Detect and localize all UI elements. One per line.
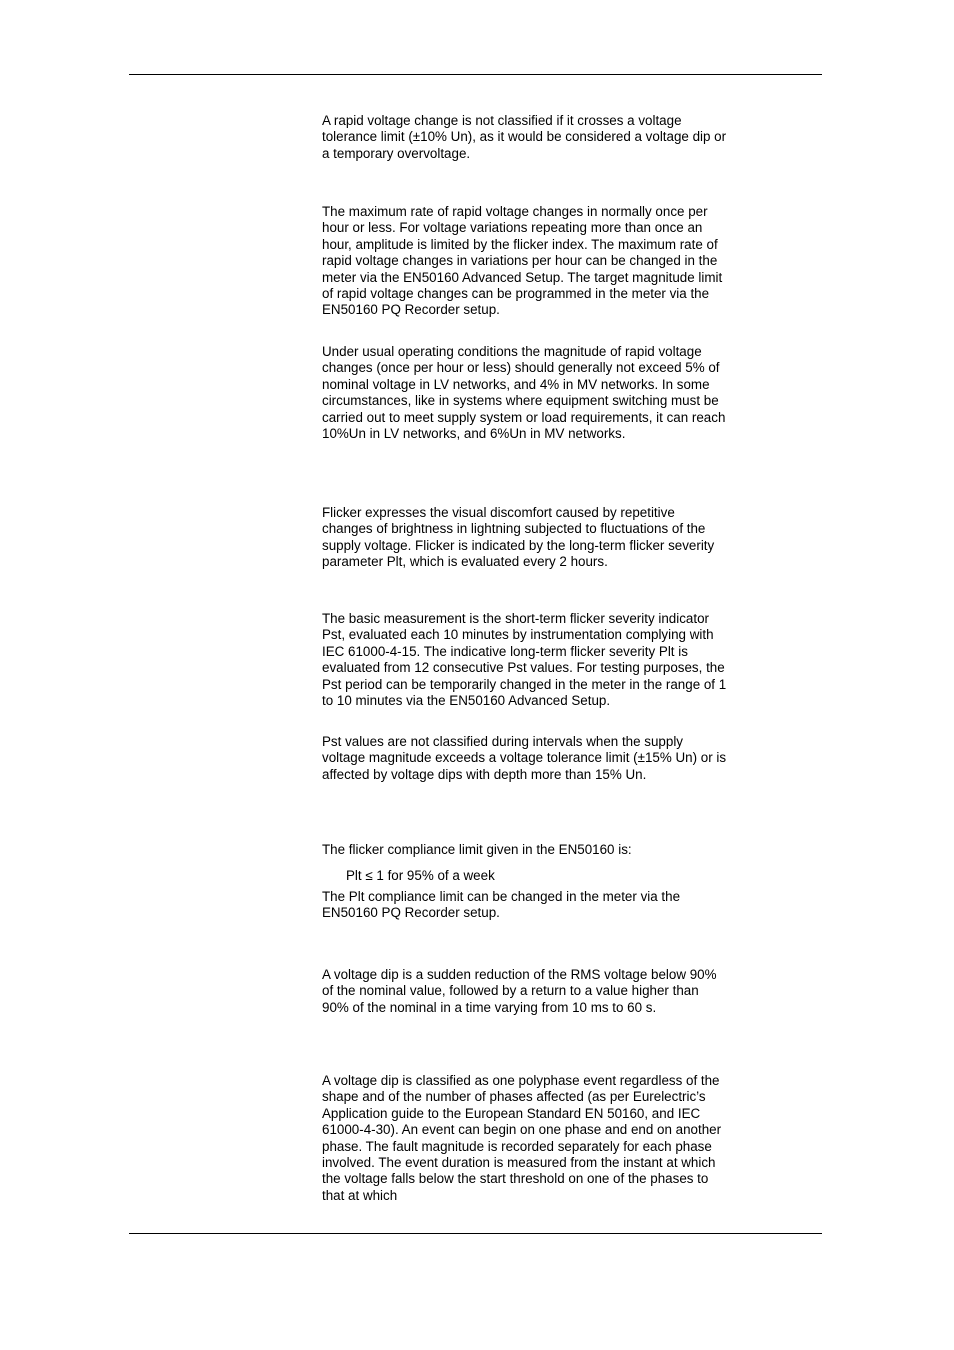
paragraph-rapid-change-rate: The maximum rate of rapid voltage changes in normally once per hour or less. For voltage variations repeating more than once an hour, amplitude is limited by the flicker index. The maximum rate of rapid voltage changes in variations per hour can be changed in the meter via the EN50160 Advanced Setup. The target magnitude limit of rapid voltage changes can be programmed in the meter via the EN50160 PQ Recorder setup. [322,204,723,318]
paragraph-flicker-definition: Flicker expresses the visual discomfort caused by repetitive changes of brightness in lightning subjected to fluctuations of the supply voltage. Flicker is indicated by the long-term flicker severity parameter Plt, which is evaluated every 2 hours. [322,505,715,570]
paragraph-voltage-dip-classification: A voltage dip is classified as one polyphase event regardless of the shape and of the number of phases affected (as per Eurelectric’s Application guide to the European Standard EN 50160, and IEC 61000-4-30). An event can begin on one phase and end on another phase. The fault magnitude is recorded separately for each phase involved. The event duration is measured from the instant at which the voltage falls below the start threshold on one of the phases to that at which [322,1073,722,1203]
paragraph-rapid-change-classification: A rapid voltage change is not classified if it crosses a voltage tolerance limit (±10% Un), as it would be considered a voltage dip or a temporary overvoltage. [322,113,727,161]
paragraph-plt-limit-setup: The Plt compliance limit can be changed in the meter via the EN50160 PQ Recorder setup. [322,889,681,921]
footer-rule [129,1233,822,1234]
paragraph-flicker-limit-intro: The flicker compliance limit given in the EN50160 is: [322,842,632,857]
paragraph-flicker-measurement: The basic measurement is the short-term flicker severity indicator Pst, evaluated each 10 minutes by instrumentation complying with IEC 61000-4-15. The indicative long-term flicker severity Plt is evaluated from 12 consecutive Pst values. For testing purposes, the Pst period can be temporarily changed in the meter in the range of 1 to 10 minutes via the EN50160 Advanced Setup. [322,611,727,709]
paragraph-voltage-dip-definition: A voltage dip is a sudden reduction of the RMS voltage below 90% of the nominal value, followed by a return to a value higher than 90% of the nominal in a time varying from 10 ms to 60 s. [322,967,717,1015]
header-rule [129,74,822,75]
paragraph-rapid-change-magnitude: Under usual operating conditions the magnitude of rapid voltage changes (once per hour or less) should generally not exceed 5% of nominal voltage in LV networks, and 4% in MV networks. In some circumstances, like in systems where equipment switching must be carried out to meet supply system or load requirements, it can reach 10%Un in LV networks, and 6%Un in MV networks. [322,344,726,442]
flicker-limit-formula: Plt ≤ 1 for 95% of a week [346,868,495,883]
paragraph-pst-classification: Pst values are not classified during intervals when the supply voltage magnitude exceeds a voltage tolerance limit (±15% Un) or is affected by voltage dips with depth more than 15% Un. [322,734,727,782]
